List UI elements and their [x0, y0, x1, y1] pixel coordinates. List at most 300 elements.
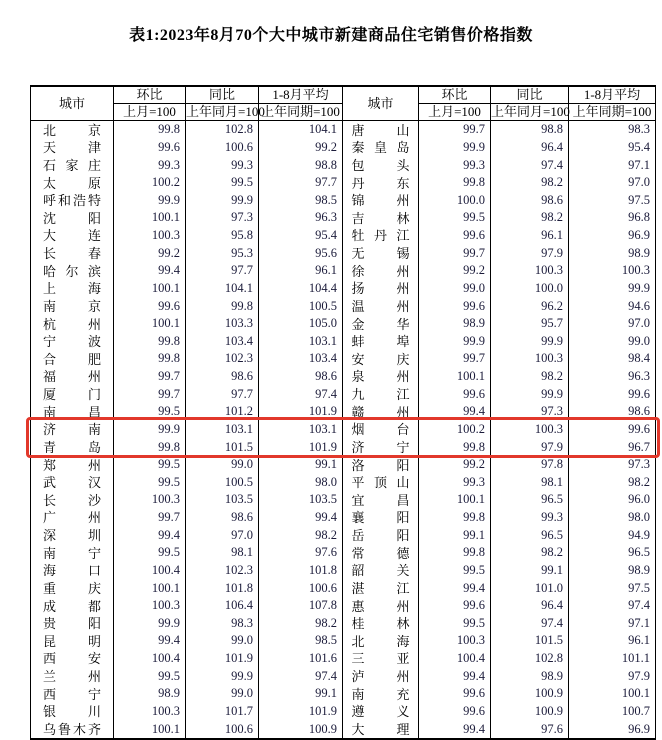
city-cell	[343, 544, 419, 562]
city-cell	[31, 579, 114, 597]
yoy-cell: 98.3	[186, 615, 259, 633]
city-cell	[31, 174, 114, 192]
avg-cell: 98.5	[259, 632, 343, 650]
yoy-cell: 98.2	[491, 368, 569, 386]
yoy-cell: 103.3	[186, 315, 259, 333]
avg-cell: 98.3	[569, 121, 656, 139]
city-name: 大理	[351, 721, 410, 737]
city-cell	[31, 421, 114, 439]
city-name: 蚌埠	[351, 334, 410, 350]
city-cell	[343, 526, 419, 544]
mom-cell: 100.2	[114, 174, 186, 192]
city-name: 赣州	[351, 404, 410, 420]
mom-cell: 99.7	[419, 121, 491, 139]
avg-cell: 97.6	[259, 544, 343, 562]
avg-cell: 98.2	[259, 526, 343, 544]
avg-cell: 96.0	[569, 491, 656, 509]
city-cell	[343, 139, 419, 157]
avg-cell: 98.2	[569, 474, 656, 492]
mom-base-right: 上月=100	[419, 104, 491, 121]
city-cell	[31, 368, 114, 386]
yoy-cell: 97.3	[186, 209, 259, 227]
mom-cell: 99.8	[419, 544, 491, 562]
city-cell	[31, 297, 114, 315]
city-name: 北京	[43, 122, 101, 138]
city-cell	[31, 121, 114, 139]
yoy-base-left: 上年同月=100	[186, 104, 265, 119]
mom-cell: 99.4	[114, 632, 186, 650]
city-name: 徐州	[351, 263, 410, 279]
yoy-cell: 98.8	[491, 121, 569, 139]
table-row	[31, 174, 656, 192]
yoy-cell: 99.9	[491, 385, 569, 403]
city-name: 岳阳	[351, 528, 410, 543]
mom-cell: 100.1	[114, 280, 186, 298]
city-name: 丹东	[351, 175, 410, 191]
avg-base-right: 上年同期=100	[569, 104, 656, 121]
avg-cell: 94.9	[569, 526, 656, 544]
avg-cell: 98.0	[259, 474, 343, 492]
yoy-cell: 96.1	[491, 227, 569, 245]
mom-cell: 99.5	[419, 209, 491, 227]
yoy-cell: 99.1	[491, 562, 569, 580]
mom-cell: 99.4	[419, 720, 491, 739]
avg-cell: 101.6	[259, 650, 343, 668]
city-name: 重庆	[43, 580, 101, 596]
mom-cell: 100.4	[114, 562, 186, 580]
avg-cell: 103.5	[259, 491, 343, 509]
mom-cell: 98.9	[114, 685, 186, 703]
city-name: 南宁	[43, 545, 101, 561]
city-cell	[343, 209, 419, 227]
avg-cell: 97.7	[259, 174, 343, 192]
city-cell	[31, 720, 114, 739]
yoy-cell: 99.0	[186, 632, 259, 650]
city-name: 常德	[351, 545, 410, 561]
mom-cell: 100.3	[419, 632, 491, 650]
mom-cell: 99.2	[419, 456, 491, 474]
mom-cell: 99.1	[419, 526, 491, 544]
city-name: 洛阳	[351, 457, 410, 473]
city-cell	[343, 491, 419, 509]
mom-cell: 99.6	[114, 297, 186, 315]
table-row	[31, 315, 656, 333]
city-cell	[343, 703, 419, 721]
avg-cell: 97.4	[569, 597, 656, 615]
mom-cell: 99.3	[114, 156, 186, 174]
avg-cell: 99.0	[569, 333, 656, 351]
table-row	[31, 491, 656, 509]
table-row	[31, 385, 656, 403]
city-name: 锦州	[351, 193, 410, 209]
avg-cell: 96.5	[569, 544, 656, 562]
table-row	[31, 650, 656, 668]
mom-cell: 99.6	[419, 297, 491, 315]
mom-cell: 99.8	[114, 121, 186, 139]
city-cell	[343, 650, 419, 668]
mom-cell: 99.5	[114, 474, 186, 492]
avg-cell: 107.8	[259, 597, 343, 615]
yoy-cell: 97.6	[491, 720, 569, 739]
yoy-cell: 100.9	[491, 703, 569, 721]
city-cell	[343, 632, 419, 650]
city-name: 广州	[43, 510, 101, 526]
mom-cell: 100.1	[419, 368, 491, 386]
city-cell	[343, 121, 419, 139]
city-cell	[31, 333, 114, 351]
table-row	[31, 121, 656, 139]
yoy-cell: 100.0	[491, 280, 569, 298]
avg-cell: 100.7	[569, 703, 656, 721]
city-cell	[31, 280, 114, 298]
avg-cell: 98.6	[569, 403, 656, 421]
city-cell	[31, 667, 114, 685]
header-row-1	[31, 86, 656, 104]
city-cell	[31, 526, 114, 544]
city-cell	[343, 456, 419, 474]
avg-cell: 97.1	[569, 615, 656, 633]
city-cell	[343, 597, 419, 615]
city-cell	[343, 297, 419, 315]
yoy-cell: 97.7	[186, 262, 259, 280]
yoy-cell: 100.5	[186, 474, 259, 492]
city-name: 西宁	[43, 686, 101, 702]
avg-cell: 98.2	[259, 615, 343, 633]
table-row	[31, 333, 656, 351]
avg-base-left: 上年同期=100	[259, 104, 343, 121]
city-name: 深圳	[43, 528, 101, 543]
avg-cell: 101.9	[259, 438, 343, 456]
mom-cell: 99.4	[419, 667, 491, 685]
avg-cell: 99.6	[569, 421, 656, 439]
yoy-cell: 99.9	[186, 192, 259, 210]
avg-cell: 97.5	[569, 579, 656, 597]
mom-cell: 99.0	[419, 280, 491, 298]
city-name: 唐山	[351, 122, 410, 138]
city-cell	[31, 156, 114, 174]
city-name: 郑州	[43, 457, 101, 473]
city-cell	[31, 509, 114, 527]
city-cell	[31, 456, 114, 474]
avg-cell: 99.4	[259, 509, 343, 527]
table-row	[31, 720, 656, 739]
yoy-cell: 106.4	[186, 597, 259, 615]
yoy-cell: 99.3	[186, 156, 259, 174]
city-cell	[343, 685, 419, 703]
yoy-cell: 98.6	[186, 509, 259, 527]
yoy-cell: 100.3	[491, 262, 569, 280]
avg-cell: 97.0	[569, 315, 656, 333]
yoy-cell: 98.2	[491, 209, 569, 227]
mom-cell: 99.8	[419, 174, 491, 192]
mom-cell: 100.2	[419, 421, 491, 439]
mom-cell: 99.4	[114, 526, 186, 544]
city-cell	[31, 703, 114, 721]
avg-cell: 101.9	[259, 403, 343, 421]
table-row	[31, 227, 656, 245]
avg-cell: 98.4	[569, 350, 656, 368]
city-name: 天津	[43, 140, 101, 156]
avg-cell: 103.1	[259, 421, 343, 439]
table-row	[31, 139, 656, 157]
city-cell	[343, 368, 419, 386]
avg-cell: 104.1	[259, 121, 343, 139]
mom-cell: 99.9	[114, 192, 186, 210]
city-name: 秦皇岛	[351, 140, 410, 156]
city-name: 青岛	[43, 439, 101, 455]
avg-cell: 97.5	[569, 192, 656, 210]
avg-cell: 99.1	[259, 685, 343, 703]
city-cell	[343, 333, 419, 351]
avg-cell: 96.3	[569, 368, 656, 386]
table-row	[31, 597, 656, 615]
table-row	[31, 350, 656, 368]
avg-cell: 105.0	[259, 315, 343, 333]
city-name: 扬州	[351, 281, 410, 297]
table-row	[31, 526, 656, 544]
city-cell	[343, 227, 419, 245]
mom-cell: 99.6	[419, 385, 491, 403]
mom-cell: 99.6	[419, 597, 491, 615]
city-name: 吉林	[351, 210, 410, 226]
mom-cell: 99.4	[114, 262, 186, 280]
city-cell	[31, 209, 114, 227]
yoy-cell: 101.7	[186, 703, 259, 721]
table-row	[31, 403, 656, 421]
yoy-cell: 99.0	[186, 685, 259, 703]
yoy-cell: 101.9	[186, 650, 259, 668]
table-row	[31, 297, 656, 315]
avg-cell: 101.8	[259, 562, 343, 580]
city-cell	[31, 491, 114, 509]
table-row	[31, 262, 656, 280]
city-name: 牡丹江	[351, 228, 410, 244]
yoy-cell: 102.3	[186, 350, 259, 368]
avg-cell: 96.9	[569, 720, 656, 739]
city-cell	[343, 385, 419, 403]
avg-cell: 96.1	[569, 632, 656, 650]
mom-cell: 99.8	[419, 509, 491, 527]
mom-cell: 99.3	[419, 474, 491, 492]
yoy-cell: 100.6	[186, 139, 259, 157]
yoy-cell: 97.7	[186, 385, 259, 403]
table-row	[31, 368, 656, 386]
mom-cell: 99.2	[114, 244, 186, 262]
yoy-cell: 97.9	[491, 244, 569, 262]
mom-cell: 100.3	[114, 491, 186, 509]
city-name: 长沙	[43, 492, 101, 508]
yoy-cell: 97.4	[491, 615, 569, 633]
avg-cell: 95.6	[259, 244, 343, 262]
city-cell	[31, 615, 114, 633]
city-name: 无锡	[351, 246, 410, 261]
city-cell	[31, 262, 114, 280]
mom-cell: 99.6	[419, 685, 491, 703]
avg-cell: 101.9	[259, 703, 343, 721]
mom-cell: 99.3	[419, 156, 491, 174]
mom-cell: 99.5	[114, 667, 186, 685]
table-row	[31, 438, 656, 456]
city-cell	[31, 139, 114, 157]
city-cell	[31, 650, 114, 668]
table-row	[31, 280, 656, 298]
avg-cell: 100.5	[259, 297, 343, 315]
city-name: 杭州	[43, 316, 101, 332]
city-name: 宁波	[43, 334, 101, 350]
yoy-cell: 98.6	[491, 192, 569, 210]
city-header-right: 城市	[343, 86, 419, 121]
yoy-cell: 99.9	[491, 333, 569, 351]
city-cell	[31, 192, 114, 210]
city-name: 泸州	[351, 669, 410, 684]
table-row	[31, 509, 656, 527]
table-row	[31, 156, 656, 174]
city-name: 济宁	[351, 439, 410, 455]
city-cell	[343, 667, 419, 685]
table-row	[31, 456, 656, 474]
city-cell	[343, 421, 419, 439]
city-name: 包头	[351, 157, 410, 173]
yoy-cell: 96.5	[491, 526, 569, 544]
city-name: 惠州	[351, 598, 410, 614]
city-name: 桂林	[351, 616, 410, 632]
yoy-cell: 96.4	[491, 139, 569, 157]
avg-cell: 98.8	[259, 156, 343, 174]
city-name: 银川	[43, 704, 101, 720]
city-cell	[343, 720, 419, 739]
city-cell	[31, 632, 114, 650]
city-name: 金华	[351, 316, 410, 332]
avg-cell: 98.0	[569, 509, 656, 527]
mom-cell: 100.1	[419, 491, 491, 509]
yoy-cell: 98.2	[491, 174, 569, 192]
mom-cell: 99.2	[419, 262, 491, 280]
city-cell	[343, 474, 419, 492]
avg-cell: 104.4	[259, 280, 343, 298]
avg-cell: 97.3	[569, 456, 656, 474]
yoy-cell: 101.5	[186, 438, 259, 456]
city-name: 襄阳	[351, 510, 410, 526]
city-name: 温州	[351, 298, 410, 314]
city-name: 上海	[43, 281, 101, 297]
table-container	[30, 85, 655, 740]
yoy-cell: 104.1	[186, 280, 259, 298]
city-cell	[31, 685, 114, 703]
city-name: 石家庄	[43, 157, 101, 173]
city-cell	[343, 562, 419, 580]
mom-cell: 98.9	[419, 315, 491, 333]
city-name: 长春	[43, 246, 101, 261]
yoy-cell: 102.3	[186, 562, 259, 580]
city-cell	[31, 438, 114, 456]
city-cell	[343, 244, 419, 262]
yoy-cell: 97.9	[491, 438, 569, 456]
avg-cell: 99.9	[569, 280, 656, 298]
mom-cell: 99.4	[419, 403, 491, 421]
yoy-cell: 98.2	[491, 544, 569, 562]
city-cell	[343, 156, 419, 174]
mom-cell: 100.3	[114, 227, 186, 245]
avg-cell: 95.4	[569, 139, 656, 157]
avg-cell: 99.6	[569, 385, 656, 403]
mom-cell: 99.8	[114, 333, 186, 351]
mom-cell: 100.0	[419, 192, 491, 210]
avg-cell: 96.9	[569, 227, 656, 245]
mom-cell: 99.9	[114, 421, 186, 439]
mom-cell: 99.7	[114, 509, 186, 527]
yoy-cell: 97.8	[491, 456, 569, 474]
city-name: 厦门	[43, 387, 101, 402]
avg-cell: 103.1	[259, 333, 343, 351]
city-cell	[31, 227, 114, 245]
city-cell	[343, 350, 419, 368]
mom-cell: 99.6	[419, 703, 491, 721]
avg-cell: 101.1	[569, 650, 656, 668]
yoy-cell: 99.3	[491, 509, 569, 527]
avg-cell: 98.9	[569, 244, 656, 262]
yoy-cell: 99.5	[186, 174, 259, 192]
yoy-header-left: 同比	[186, 86, 259, 104]
city-name: 韶关	[351, 563, 410, 579]
mom-cell: 99.6	[419, 227, 491, 245]
yoy-cell: 101.0	[491, 579, 569, 597]
mom-cell: 99.8	[114, 350, 186, 368]
city-name: 哈尔滨	[43, 263, 101, 279]
table-row	[31, 667, 656, 685]
city-name: 乌鲁木齐	[43, 721, 101, 737]
yoy-cell: 95.3	[186, 244, 259, 262]
city-name: 烟台	[351, 422, 410, 438]
city-cell	[343, 509, 419, 527]
avg-cell: 100.1	[569, 685, 656, 703]
city-name: 九江	[351, 387, 410, 402]
mom-cell: 100.1	[114, 209, 186, 227]
city-name: 贵阳	[43, 616, 101, 632]
yoy-cell: 100.9	[491, 685, 569, 703]
city-header-left: 城市	[31, 86, 114, 121]
avg-cell: 99.1	[259, 456, 343, 474]
mom-base-left: 上月=100	[114, 104, 186, 121]
mom-cell: 100.4	[114, 650, 186, 668]
mom-header-right: 环比	[419, 86, 491, 104]
city-cell	[343, 615, 419, 633]
avg-cell: 99.2	[259, 139, 343, 157]
mom-cell: 100.3	[114, 597, 186, 615]
yoy-cell: 103.5	[186, 491, 259, 509]
yoy-header-right: 同比	[491, 86, 569, 104]
yoy-cell: 98.1	[491, 474, 569, 492]
avg-cell: 100.6	[259, 579, 343, 597]
city-name: 泉州	[351, 369, 410, 385]
mom-cell: 99.7	[419, 244, 491, 262]
table-row	[31, 562, 656, 580]
avg-cell: 96.3	[259, 209, 343, 227]
mom-cell: 99.8	[419, 438, 491, 456]
avg-cell: 98.6	[259, 368, 343, 386]
city-name: 湛江	[351, 580, 410, 596]
table-row	[31, 703, 656, 721]
city-name: 北海	[351, 633, 410, 649]
yoy-cell: 100.6	[186, 720, 259, 739]
mom-cell: 99.5	[419, 562, 491, 580]
mom-cell: 100.3	[114, 703, 186, 721]
table-row	[31, 615, 656, 633]
city-cell	[343, 403, 419, 421]
mom-cell: 99.6	[114, 139, 186, 157]
city-cell	[31, 544, 114, 562]
table-title: 表1:2023年8月70个大中城市新建商品住宅销售价格指数	[129, 27, 533, 44]
yoy-cell: 98.1	[186, 544, 259, 562]
